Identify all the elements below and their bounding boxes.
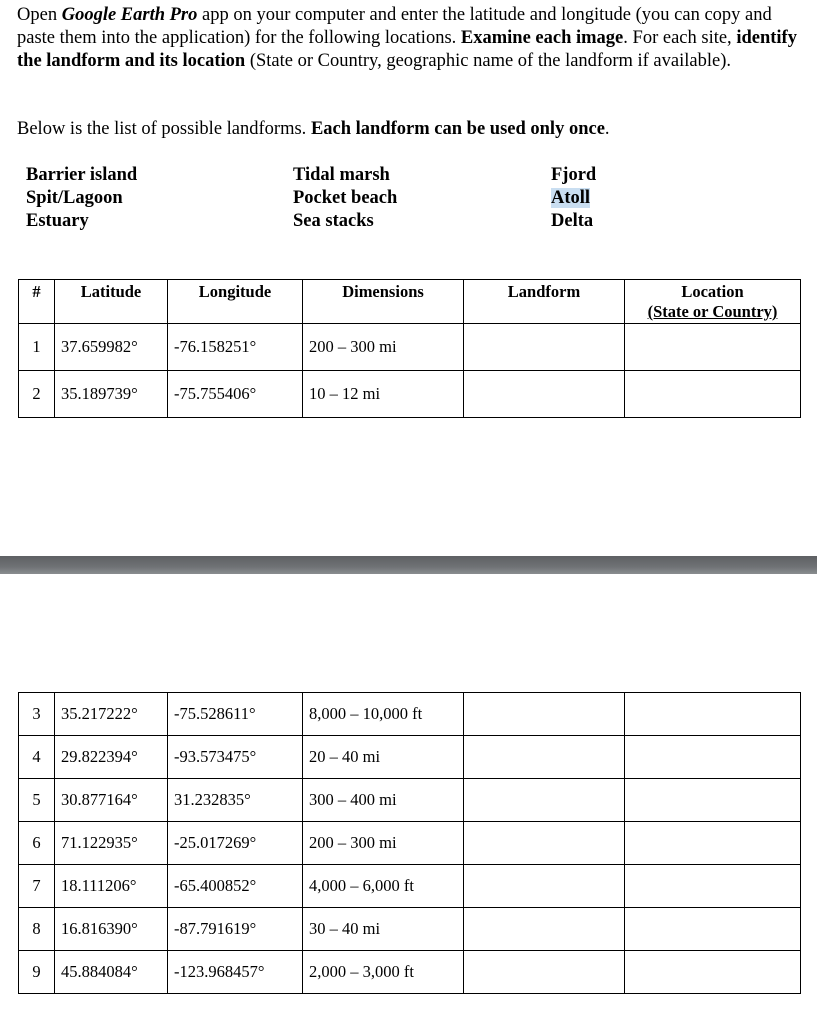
landform-option: Fjord [551,165,597,185]
cell-longitude: -76.158251° [168,324,303,371]
landform-option-highlighted[interactable] [551,187,596,210]
page-break-separator [0,556,817,574]
cell-latitude: 71.122935° [55,822,168,865]
table-row [19,908,801,951]
header-num: # [19,280,55,324]
instructions-paragraph: Open Google Earth Pro app on your computer and enter the latitude and longitude (you can copy and paste them into the application) for the following locations. Examine each image. For each site, identify the landform and its location (State or Country, geographic name of the landform if available). [17,5,797,71]
cell-num: 8 [19,908,55,951]
cell-longitude: -123.968457° [168,951,303,994]
cell-num: 3 [19,693,55,736]
cell-num: 5 [19,779,55,822]
cell-landform-input[interactable] [464,736,625,779]
landform-list-intro: Below is the list of possible landforms. Each landform can be used only once. [17,119,610,139]
cell-latitude: 45.884084° [55,951,168,994]
cell-longitude: -93.573475° [168,736,303,779]
cell-landform-input[interactable] [464,822,625,865]
cell-latitude: 18.111206° [55,865,168,908]
landform-column-1 [26,164,137,233]
cell-landform-input[interactable] [464,693,625,736]
landform-column-2 [293,164,397,233]
header-longitude: Longitude [168,280,303,324]
landform-option: Estuary [26,211,89,231]
cell-num: 4 [19,736,55,779]
cell-landform-input[interactable] [464,951,625,994]
cell-location-input[interactable] [625,736,801,779]
cell-location-input[interactable] [625,951,801,994]
cell-latitude: 35.217222° [55,693,168,736]
landform-option: Sea stacks [293,211,374,231]
cell-location-input[interactable] [625,693,801,736]
cell-location-input[interactable] [625,779,801,822]
table-row [19,371,801,418]
cell-longitude: 31.232835° [168,779,303,822]
text-selection-highlight: Atoll [551,188,591,208]
cell-location-input[interactable] [625,822,801,865]
cell-dimensions: 8,000 – 10,000 ft [303,693,464,736]
cell-dimensions: 30 – 40 mi [303,908,464,951]
cell-location-input[interactable] [625,865,801,908]
landform-option: Tidal marsh [293,165,390,185]
cell-longitude: -25.017269° [168,822,303,865]
table-row [19,324,801,371]
landform-option: Spit/Lagoon [26,188,123,208]
cell-latitude: 35.189739° [55,371,168,418]
cell-location-input[interactable] [625,324,801,371]
cell-num: 2 [19,371,55,418]
table-row [19,951,801,994]
landform-table-page2 [18,692,801,994]
landform-column-3 [551,164,596,233]
cell-dimensions: 2,000 – 3,000 ft [303,951,464,994]
cell-latitude: 29.822394° [55,736,168,779]
header-latitude: Latitude [55,280,168,324]
cell-location-input[interactable] [625,371,801,418]
cell-dimensions: 200 – 300 mi [303,822,464,865]
cell-longitude: -75.755406° [168,371,303,418]
cell-dimensions: 10 – 12 mi [303,371,464,418]
landform-table-page1 [18,279,801,418]
header-landform: Landform [464,280,625,324]
cell-num: 1 [19,324,55,371]
cell-num: 6 [19,822,55,865]
cell-landform-input[interactable] [464,908,625,951]
cell-latitude: 37.659982° [55,324,168,371]
landform-option: Pocket beach [293,188,398,208]
cell-dimensions: 4,000 – 6,000 ft [303,865,464,908]
cell-latitude: 16.816390° [55,908,168,951]
cell-longitude: -87.791619° [168,908,303,951]
table-row [19,865,801,908]
table-row [19,736,801,779]
table-header-row [19,280,801,324]
cell-dimensions: 300 – 400 mi [303,779,464,822]
landform-option: Barrier island [26,165,138,185]
header-location: Location (State or Country) [625,280,801,324]
cell-longitude: -65.400852° [168,865,303,908]
cell-landform-input[interactable] [464,371,625,418]
cell-location-input[interactable] [625,908,801,951]
app-name: Google Earth Pro [61,5,198,25]
cell-latitude: 30.877164° [55,779,168,822]
table-row [19,822,801,865]
cell-longitude: -75.528611° [168,693,303,736]
cell-dimensions: 200 – 300 mi [303,324,464,371]
table-row [19,693,801,736]
header-dimensions: Dimensions [303,280,464,324]
cell-landform-input[interactable] [464,324,625,371]
cell-dimensions: 20 – 40 mi [303,736,464,779]
cell-landform-input[interactable] [464,865,625,908]
table-row [19,779,801,822]
cell-num: 7 [19,865,55,908]
landform-option: Delta [551,211,594,231]
cell-num: 9 [19,951,55,994]
cell-landform-input[interactable] [464,779,625,822]
